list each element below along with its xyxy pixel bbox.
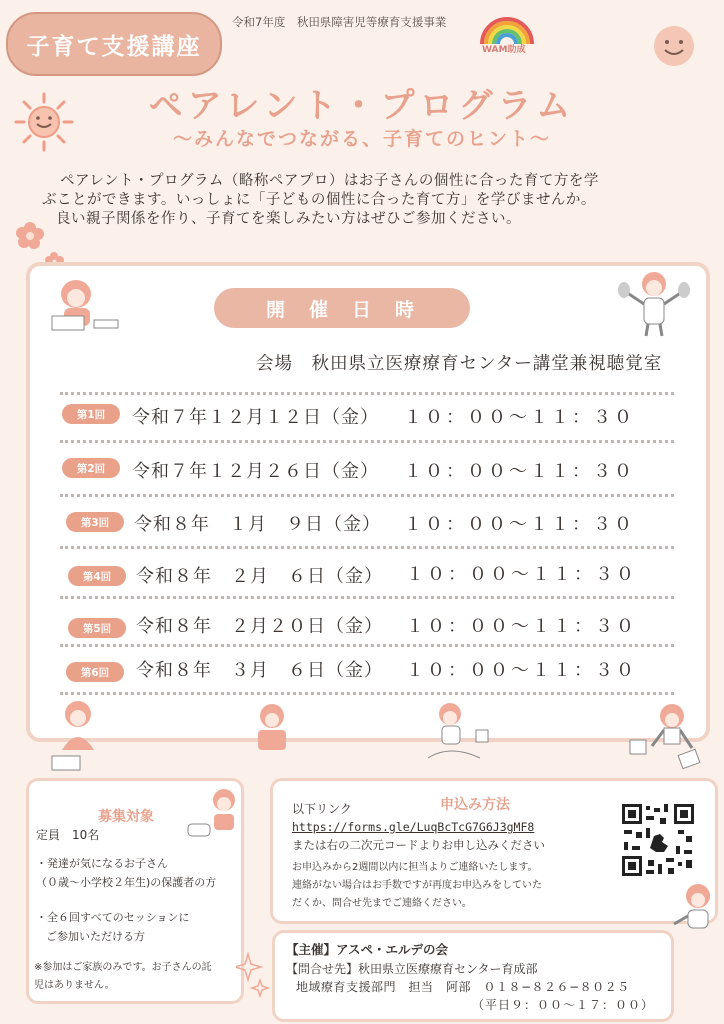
dotted-divider — [60, 692, 674, 695]
child-sitting-illustration — [48, 696, 112, 772]
session-date: 令和７年１２月１２日（金） — [132, 407, 379, 428]
wam-label: WAM助成 — [482, 45, 526, 55]
recruit-note: 児はありません。 — [34, 980, 115, 991]
organizer-hours: （平日９：００〜１７：００） — [472, 998, 655, 1012]
recruit-condition: ・発達が気になるお子さん — [36, 857, 168, 870]
qr-code-icon[interactable] — [620, 802, 696, 878]
session-time: １０：００〜１１：３０ — [406, 564, 637, 585]
link-label: 以下リンク — [292, 802, 352, 816]
apply-info: だくか、問合せ先までご連絡ください。 — [292, 898, 472, 909]
program-line: 令和7年度 秋田県障害児等療育支援事業 — [232, 15, 447, 29]
recruit-title: 募集対象 — [98, 809, 154, 825]
apply-info: お申込みから2週間以内に担当よりご連絡いたします。 — [292, 862, 538, 873]
intro-line: 良い親子関係を作り、子育てを楽しみたい方はぜひご参加ください。 — [56, 211, 521, 227]
session-date: 令和８年 １月 ９日（金） — [134, 514, 381, 535]
schedule-heading: 開催日時 — [214, 288, 470, 328]
organizer-contact: 【問合せ先】秋田県立医療療育センター育成部 — [286, 962, 538, 976]
session-number: 第3回 — [66, 512, 124, 532]
session-time: １０：００〜１１：３０ — [404, 461, 635, 482]
organizer-host: 【主催】アスペ・エルデの会 — [286, 942, 449, 957]
dotted-divider — [60, 644, 674, 647]
session-date: 令和８年 ２月 ６日（金） — [136, 566, 383, 587]
venue-text: 会場 秋田県立医療療育センター講堂兼視聴覚室 — [256, 354, 663, 374]
recruit-condition: （０歳〜小学校２年生)の保護者の方 — [36, 876, 217, 889]
child-car-illustration — [184, 786, 242, 842]
child-drawing-illustration — [44, 272, 124, 334]
intro-text — [42, 172, 700, 229]
session-time: １０：００〜１１：３０ — [404, 407, 635, 428]
intro-line: ペアレント・プログラム（略称ペアプロ）はお子さんの個性に合った育て方を学 — [60, 173, 599, 189]
session-number: 第4回 — [68, 566, 126, 586]
dotted-divider — [60, 546, 674, 549]
dotted-divider — [60, 596, 674, 599]
child-playing-illustration — [420, 700, 494, 764]
session-time: １０：００〜１１：３０ — [404, 514, 635, 535]
recruit-note: ※参加はご家族のみです。お子さんの託 — [34, 962, 212, 973]
apply-info: 連絡がない場合はお手数ですが再度お申込みをしていた — [292, 880, 542, 891]
category-badge: 子育て支援講座 — [6, 12, 222, 76]
page-title: ペアレント・プログラム — [148, 86, 576, 126]
child-reading-illustration — [248, 702, 296, 754]
session-number: 第6回 — [66, 662, 124, 682]
session-date: 令和８年 ３月 ６日（金） — [136, 660, 383, 681]
capacity-text: 定員 10名 — [36, 828, 100, 842]
qr-instruction: または右の二次元コードよりお申し込みください — [292, 838, 545, 852]
dotted-divider — [60, 440, 674, 443]
smiley-face-icon — [652, 24, 696, 68]
session-date: 令和７年１２月２６日（金） — [132, 461, 379, 482]
application-link[interactable]: https://forms.gle/LuqBcTcG7G6J3gMF8 — [292, 820, 535, 834]
organizer-phone: 地域療育支援部門 担当 阿部 ０１８−８２６−８０２５ — [296, 980, 630, 994]
page-subtitle: 〜みんなでつながる、子育てのヒント〜 — [172, 128, 551, 150]
session-time: １０：００〜１１：３０ — [406, 660, 637, 681]
intro-line: ぶことができます。いっしょに「子どもの個性に合った育て方」を学びませんか。 — [42, 192, 596, 208]
session-time: １０：００〜１１：３０ — [406, 616, 637, 637]
recruit-condition: ・全６回すべてのセッションに — [36, 911, 190, 924]
dotted-divider — [60, 494, 674, 497]
child-cheering-illustration — [616, 268, 692, 338]
session-date: 令和８年 ２月２０日（金） — [136, 616, 383, 637]
sparkle-icon — [236, 952, 270, 998]
session-number: 第5回 — [68, 618, 126, 638]
session-number: 第1回 — [62, 404, 120, 424]
child-waving-illustration — [670, 880, 720, 940]
recruit-condition: ご参加いただける方 — [46, 930, 145, 943]
session-number: 第2回 — [62, 458, 120, 478]
apply-title: 申込み方法 — [440, 797, 510, 813]
dotted-divider — [60, 392, 674, 395]
child-crawling-illustration — [628, 700, 710, 770]
